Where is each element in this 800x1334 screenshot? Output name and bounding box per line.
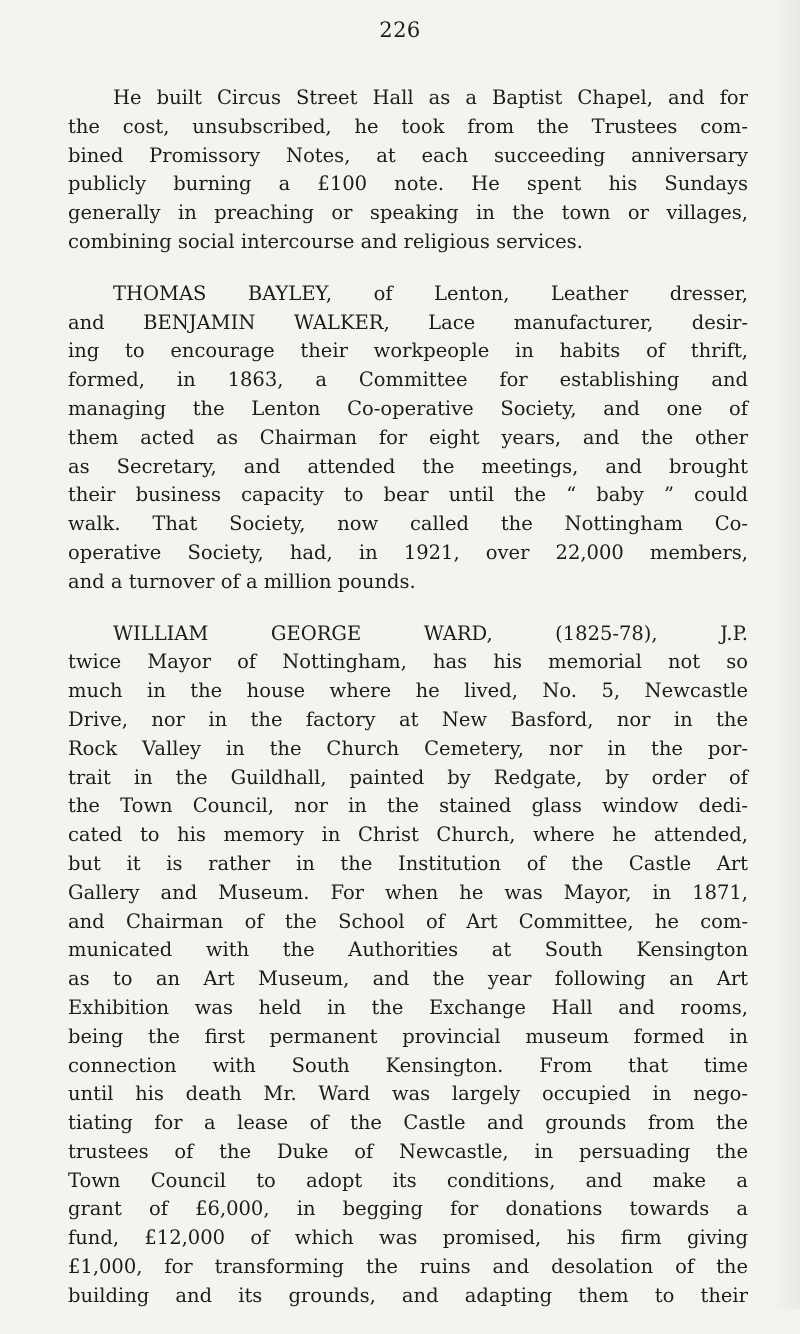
text-line: connection with South Kensington. From that time	[68, 1053, 748, 1077]
text-line: formed, in 1863, a Committee for establishing and	[68, 368, 748, 392]
text-line: the cost, unsubscribed, he took from the Trustees com-	[68, 114, 748, 138]
text-line: tiating for a lease of the Castle and grounds from the	[68, 1111, 748, 1135]
text-line: them acted as Chairman for eight years, and the other	[68, 425, 748, 449]
text-line: grant of £6,000, in begging for donations towards a	[68, 1197, 748, 1221]
page-number: 226	[379, 18, 421, 42]
text-line: He built Circus Street Hall as a Baptist Chapel, and for	[113, 86, 748, 109]
text-line: Drive, nor in the factory at New Basford, nor in the	[68, 707, 748, 731]
page-edge-shadow	[774, 0, 800, 1309]
text-line: WILLIAM GEORGE WARD, (1825-78), J.P.	[113, 621, 748, 645]
text-line: bined Promissory Notes, at each succeeding anniversary	[68, 143, 748, 167]
text-line: ing to encourage their workpeople in habits of thrift,	[68, 339, 748, 363]
text-line: and BENJAMIN WALKER, Lace manufacturer, desir-	[68, 310, 748, 334]
text-line: combining social intercourse and religious services.	[68, 229, 583, 253]
text-line: twice Mayor of Nottingham, has his memorial not so	[68, 650, 748, 674]
text-line: Exhibition was held in the Exchange Hall and rooms,	[68, 995, 748, 1019]
text-line: cated to his memory in Christ Church, where he attended,	[68, 823, 748, 847]
text-line: trustees of the Duke of Newcastle, in persuading the	[68, 1139, 748, 1163]
text-line: operative Society, had, in 1921, over 22,000 members,	[68, 540, 748, 564]
body-text	[68, 84, 748, 1334]
text-line: walk. That Society, now called the Nottingham Co-	[68, 512, 748, 536]
text-line: trait in the Guildhall, painted by Redgate, by order of	[68, 765, 748, 789]
paragraph-bayley-walker	[68, 280, 748, 597]
text-line: as Secretary, and attended the meetings, and brought	[68, 454, 748, 478]
text-line: managing the Lenton Co-operative Society, and one of	[68, 396, 748, 420]
text-line: publicly burning a £100 note. He spent his Sundays	[68, 172, 748, 196]
text-line: THOMAS BAYLEY, of Lenton, Leather dresser,	[113, 281, 748, 305]
text-line: but it is rather in the Institution of the Castle Art	[68, 851, 748, 875]
text-line: Town Council to adopt its conditions, and make a	[68, 1168, 748, 1192]
text-line: and a turnover of a million pounds.	[68, 569, 416, 593]
text-line: Gallery and Museum. For when he was Mayor, in 1871,	[68, 880, 748, 904]
text-line: Rock Valley in the Church Cemetery, nor in the por-	[68, 736, 748, 760]
text-line: as to an Art Museum, and the year following an Art	[68, 967, 748, 991]
text-line: generally in preaching or speaking in the town or villages,	[68, 201, 748, 225]
text-line: building and its grounds, and adapting them to their	[68, 1283, 748, 1307]
paragraph-william-george-ward	[68, 620, 748, 1311]
text-line: the Town Council, nor in the stained glass window dedi-	[68, 794, 748, 818]
paragraph-circus-street-hall	[68, 84, 748, 257]
text-line: fund, £12,000 of which was promised, his firm giving	[68, 1226, 748, 1250]
text-line: and Chairman of the School of Art Committee, he com-	[68, 909, 748, 933]
text-line: their business capacity to bear until the “ baby ” could	[68, 483, 748, 507]
text-line: municated with the Authorities at South Kensington	[68, 938, 748, 962]
text-line: until his death Mr. Ward was largely occupied in nego-	[68, 1082, 748, 1106]
text-line: much in the house where he lived, No. 5, Newcastle	[68, 679, 748, 703]
text-line: £1,000, for transforming the ruins and desolation of the	[68, 1255, 748, 1279]
text-line: being the first permanent provincial museum formed in	[68, 1024, 748, 1048]
